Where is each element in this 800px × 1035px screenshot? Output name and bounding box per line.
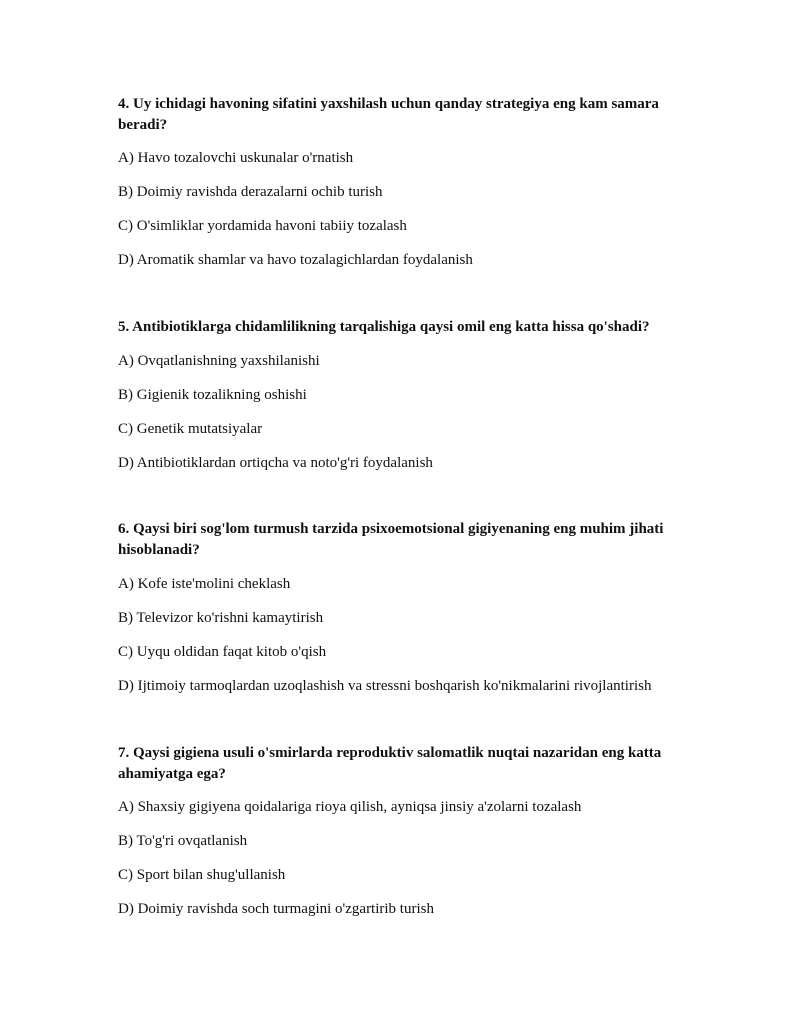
- question-7-title: 7. Qaysi gigiena usuli o'smirlarda reproduktiv salomatlik nuqtai nazaridan eng katta ahamiyatga ega?: [118, 745, 662, 782]
- question-7-option-a: A) Shaxsiy gigiyena qoidalariga rioya qilish, ayniqsa jinsiy a'zolarni tozalash: [118, 799, 582, 815]
- question-6: [118, 519, 678, 694]
- question-6-option-d: D) Ijtimoiy tarmoqlardan uzoqlashish va stressni boshqarish ko'nikmalarini rivojlantirish: [118, 678, 652, 694]
- question-7-option-b: B) To'g'ri ovqatlanish: [118, 833, 248, 849]
- question-4-title: 4. Uy ichidagi havoning sifatini yaxshilash uchun qanday strategiya eng kam samara beradi?: [118, 96, 659, 133]
- question-4: [118, 94, 678, 268]
- question-4-option-c: C) O'simliklar yordamida havoni tabiiy tozalash: [118, 218, 407, 234]
- question-5-option-b: B) Gigienik tozalikning oshishi: [118, 387, 307, 403]
- question-5-option-d: D) Antibiotiklardan ortiqcha va noto'g'ri foydalanish: [118, 455, 433, 471]
- question-5: [118, 317, 678, 471]
- question-5-title: 5. Antibiotiklarga chidamlilikning tarqalishiga qaysi omil eng katta hissa qo'shadi?: [118, 319, 650, 335]
- question-4-option-a: A) Havo tozalovchi uskunalar o'rnatish: [118, 150, 354, 166]
- question-4-option-d: D) Aromatik shamlar va havo tozalagichlardan foydalanish: [118, 252, 473, 268]
- question-6-option-b: B) Televizor ko'rishni kamaytirish: [118, 610, 324, 626]
- question-5-option-a: A) Ovqatlanishning yaxshilanishi: [118, 353, 320, 369]
- question-6-option-c: C) Uyqu oldidan faqat kitob o'qish: [118, 644, 327, 660]
- question-4-option-b: B) Doimiy ravishda derazalarni ochib turish: [118, 184, 383, 200]
- question-6-option-a: A) Kofe iste'molini cheklash: [118, 576, 291, 592]
- question-7-option-c: C) Sport bilan shug'ullanish: [118, 867, 286, 883]
- question-7: [118, 743, 678, 917]
- question-5-option-c: C) Genetik mutatsiyalar: [118, 421, 263, 437]
- question-6-title: 6. Qaysi biri sog'lom turmush tarzida psixoemotsional gigiyenaning eng muhim jihati hisoblanadi?: [118, 521, 664, 558]
- question-7-option-d: D) Doimiy ravishda soch turmagini o'zgartirib turish: [118, 901, 434, 917]
